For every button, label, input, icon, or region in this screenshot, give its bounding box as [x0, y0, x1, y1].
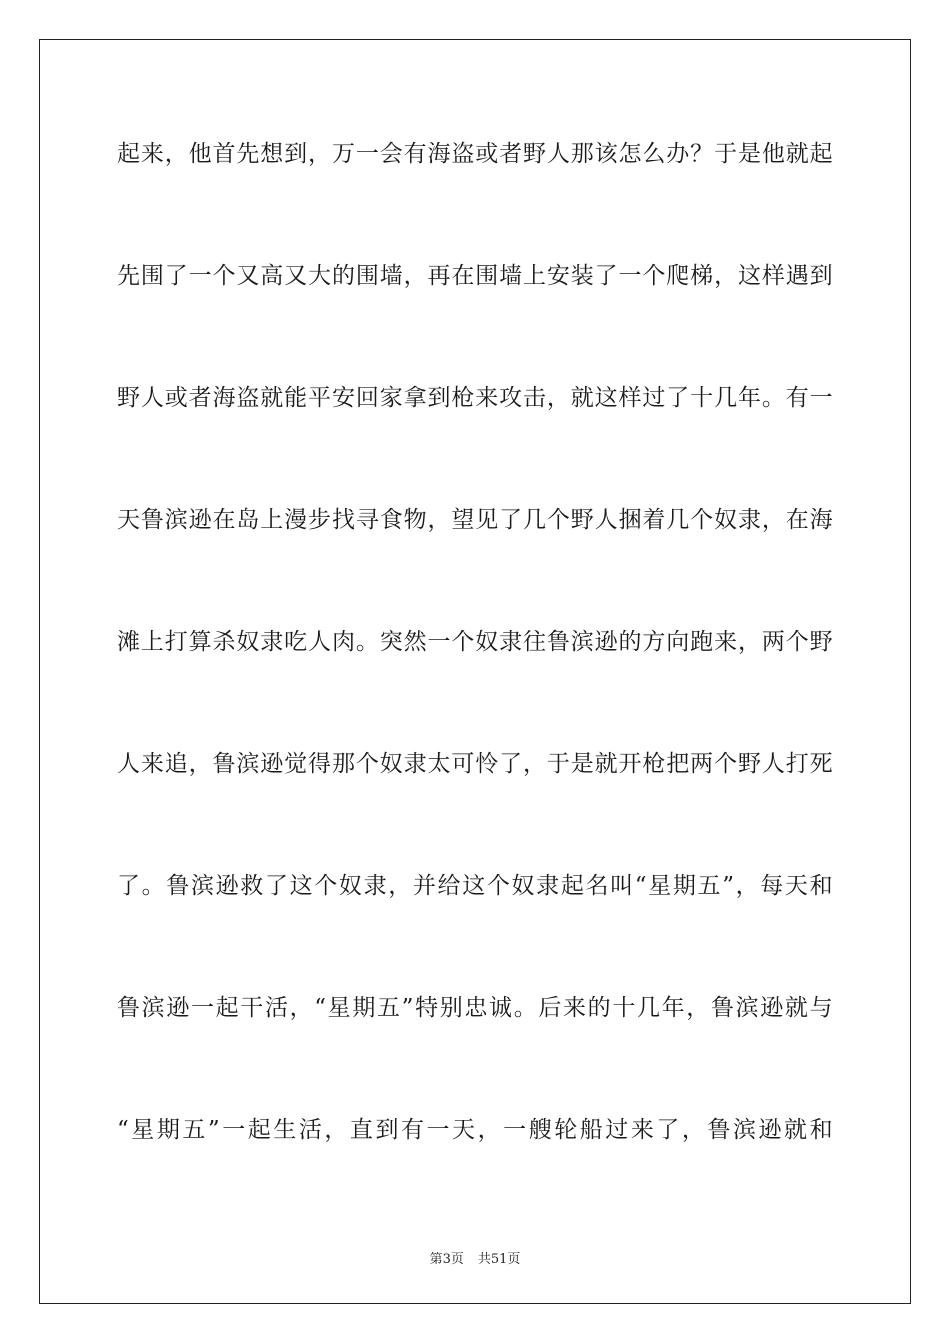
text-line: 天鲁滨逊在岛上漫步找寻食物，望见了几个野人捆着几个奴隶，在海 [117, 507, 833, 533]
page-number-total: 共51页 [477, 1252, 521, 1267]
text-line: 滩上打算杀奴隶吃人肉。突然一个奴隶往鲁滨逊的方向跑来，两个野 [117, 629, 833, 655]
text-line: 野人或者海盗就能平安回家拿到枪来攻击，就这样过了十几年。有一 [117, 385, 833, 411]
text-line: 人来追，鲁滨逊觉得那个奴隶太可怜了，于是就开枪把两个野人打死 [117, 751, 833, 777]
page-footer [0, 1248, 950, 1267]
text-line: 先围了一个又高又大的围墙，再在围墙上安装了一个爬梯，这样遇到 [117, 263, 833, 289]
text-line: 了。鲁滨逊救了这个奴隶，并给这个奴隶起名叫“星期五”，每天和 [117, 873, 833, 899]
text-line: “星期五”一起生活，直到有一天，一艘轮船过来了，鲁滨逊就和 [117, 1117, 833, 1143]
body-text [117, 124, 833, 1222]
page-number-current: 第3页 [429, 1252, 464, 1267]
text-line: 起来，他首先想到，万一会有海盗或者野人那该怎么办？于是他就起 [117, 141, 833, 167]
text-line: 鲁滨逊一起干活，“星期五”特别忠诚。后来的十几年，鲁滨逊就与 [117, 995, 833, 1021]
